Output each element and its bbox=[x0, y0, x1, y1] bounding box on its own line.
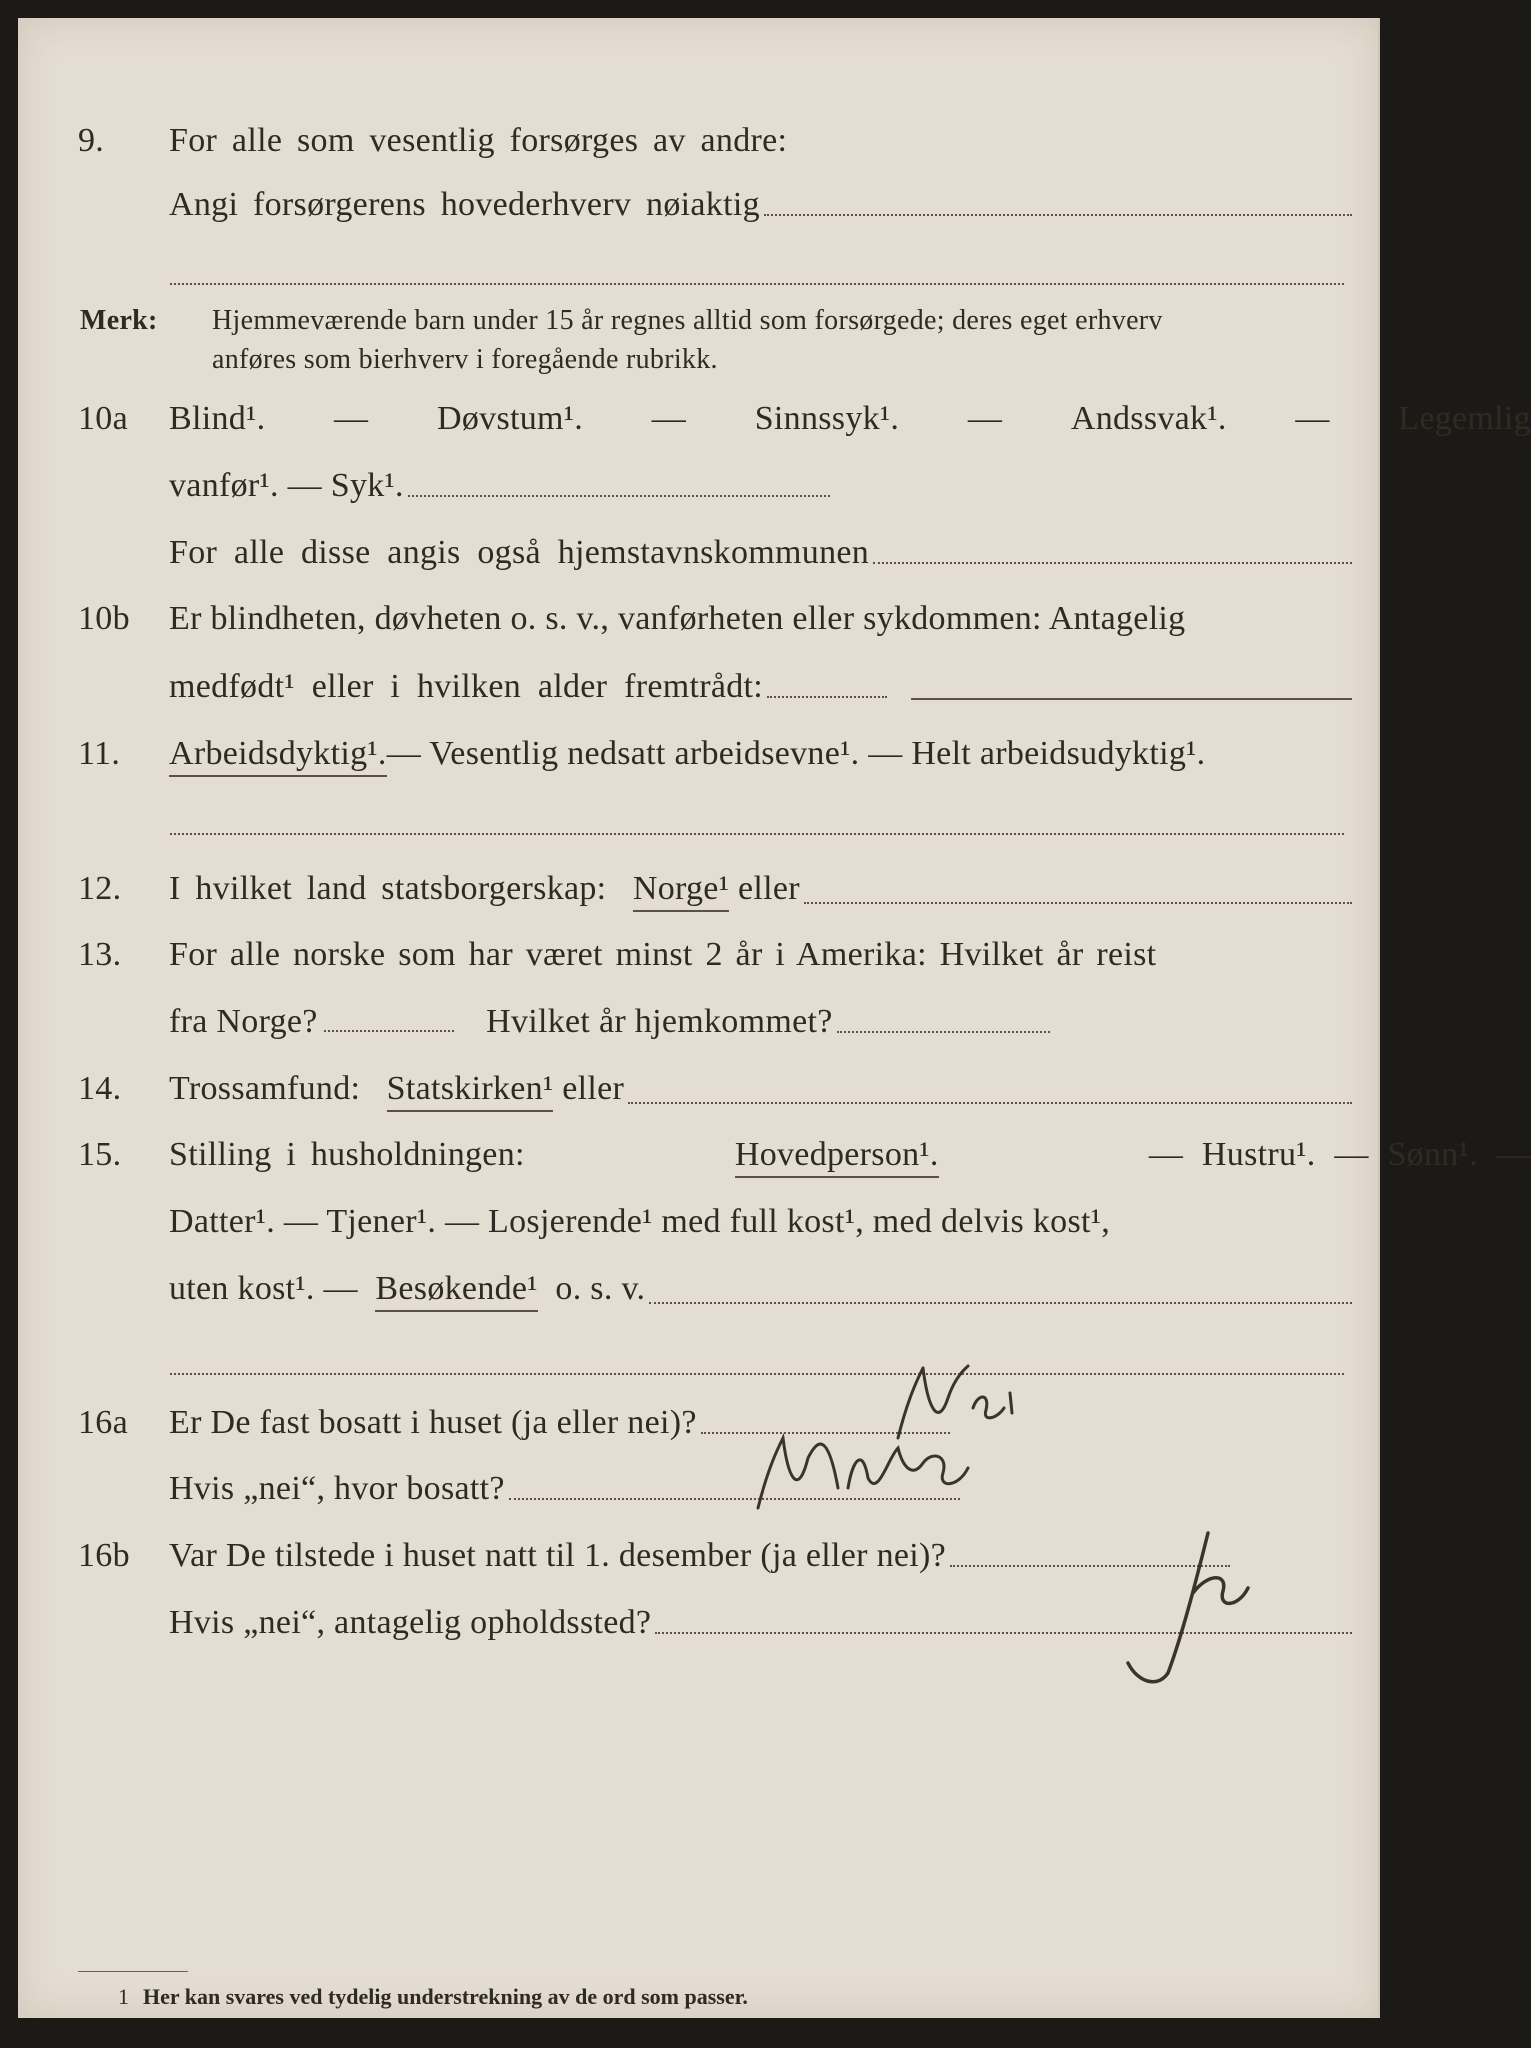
q12-answer-field[interactable] bbox=[804, 902, 1352, 904]
q9-question: Angi forsørgerens hovederhverv nøiaktig bbox=[169, 186, 760, 223]
footnote bbox=[118, 1984, 748, 2010]
q11-answer-field[interactable] bbox=[170, 833, 1344, 835]
q10b-answer-line[interactable] bbox=[911, 698, 1352, 700]
q10a-options bbox=[169, 400, 1531, 438]
q16b-question-1: Var De tilstede i huset natt til 1. desember (ja eller nei)? bbox=[169, 1537, 947, 1574]
q15-option-besokende[interactable]: Besøkende¹ bbox=[375, 1270, 537, 1312]
q15-osv: o. s. v. bbox=[555, 1270, 646, 1307]
q10b-number: 10b bbox=[78, 600, 130, 637]
q10b-answer-field[interactable] bbox=[767, 696, 887, 698]
q11-number: 11. bbox=[78, 735, 121, 772]
q9-answer-field[interactable] bbox=[764, 214, 1352, 216]
q16b-answer-field-1[interactable] bbox=[950, 1565, 1230, 1567]
q10b-text-1: Er blindheten, døvheten o. s. v., vanførheten eller sykdommen: Antagelig bbox=[169, 600, 1186, 637]
q16a-question-1: Er De fast bosatt i huset (ja eller nei)? bbox=[169, 1404, 697, 1441]
q10a-separator: — bbox=[651, 400, 687, 437]
q16b-answer-field-2[interactable] bbox=[655, 1632, 1352, 1634]
q9-text: For alle som vesentlig forsørges av andre: bbox=[169, 122, 788, 159]
q12-question: I hvilket land statsborgerskap: bbox=[169, 870, 607, 907]
q15-answer-field[interactable] bbox=[649, 1302, 1352, 1304]
q10a-separator: — bbox=[1295, 400, 1330, 437]
merk-label: Merk: bbox=[80, 305, 158, 336]
footnote-mark: 1 bbox=[118, 1984, 129, 2009]
q13-text-1: For alle norske som har været minst 2 år i Amerika: Hvilket år reist bbox=[169, 936, 1157, 973]
footnote-rule bbox=[78, 1971, 188, 1972]
q16a-number: 16a bbox=[78, 1404, 128, 1441]
q13-reist-field[interactable] bbox=[324, 1030, 454, 1032]
q13-number: 13. bbox=[78, 936, 122, 973]
q9-answer-field-2[interactable] bbox=[170, 283, 1344, 285]
q11-option-arbeidsdyktig[interactable]: Arbeidsdyktig¹. bbox=[169, 735, 387, 777]
q10a-separator: — bbox=[334, 400, 369, 437]
q12-number: 12. bbox=[78, 870, 122, 907]
q12-option-norge[interactable]: Norge¹ bbox=[633, 870, 729, 912]
q10a-option[interactable]: Blind¹. bbox=[169, 400, 266, 437]
q16b-number: 16b bbox=[78, 1537, 130, 1574]
q15-question: Stilling i husholdningen: bbox=[169, 1136, 525, 1173]
q14-option-statskirken[interactable]: Statskirken¹ bbox=[387, 1070, 554, 1112]
q10a-option[interactable]: Sinnssyk¹. bbox=[754, 400, 900, 437]
q14-question: Trossamfund: bbox=[169, 1070, 361, 1107]
footnote-text: Her kan svares ved tydelig understrekning av de ord som passer. bbox=[143, 1984, 748, 2009]
q10a-number: 10a bbox=[78, 400, 128, 437]
q13-hjemkommet-field[interactable] bbox=[837, 1031, 1050, 1033]
q12-eller: eller bbox=[738, 870, 800, 907]
census-form-page bbox=[18, 18, 1531, 2018]
q10b-text-2: medfødt¹ eller i hvilken alder fremtrådt: bbox=[169, 668, 764, 705]
q15-option-hovedperson[interactable]: Hovedperson¹. bbox=[735, 1136, 939, 1178]
q10a-separator: — bbox=[967, 400, 1003, 437]
q11-other-options[interactable]: — Vesentlig nedsatt arbeidsevne¹. — Helt arbeidsudyktig¹. bbox=[386, 735, 1206, 772]
q10a-answer-field[interactable] bbox=[408, 495, 830, 497]
q13-reist-label: fra Norge? bbox=[169, 1003, 318, 1040]
q14-number: 14. bbox=[78, 1070, 122, 1107]
q16a-question-2: Hvis „nei“, hvor bosatt? bbox=[169, 1470, 505, 1507]
q15-number: 15. bbox=[78, 1136, 122, 1173]
q15-options-2[interactable]: Datter¹. — Tjener¹. — Losjerende¹ med full kost¹, med delvis kost¹, bbox=[169, 1203, 1111, 1240]
q15-options-3[interactable]: uten kost¹. — bbox=[169, 1270, 358, 1307]
q13-hjemkommet-label: Hvilket år hjemkommet? bbox=[486, 1003, 833, 1040]
q16b-question-2: Hvis „nei“, antagelig opholdssted? bbox=[169, 1604, 652, 1641]
q10a-text-2: vanfør¹. — Syk¹. bbox=[169, 467, 404, 504]
merk-text-2: anføres som bierhverv i foregående rubrikk. bbox=[212, 344, 718, 375]
q15-answer-field-2[interactable] bbox=[170, 1373, 1344, 1375]
q15-options-1[interactable]: — Hustru¹. — Sønn¹. — bbox=[1148, 1136, 1531, 1173]
q16a-answer-field-2[interactable] bbox=[509, 1498, 960, 1500]
q10a-option[interactable]: Legemlig bbox=[1398, 400, 1531, 437]
q10a-option[interactable]: Andssvak¹. bbox=[1070, 400, 1227, 437]
q14-answer-field[interactable] bbox=[628, 1102, 1352, 1104]
q14-eller: eller bbox=[562, 1070, 625, 1107]
q9-number: 9. bbox=[78, 122, 105, 159]
q10a-text-3: For alle disse angis også hjemstavnskommunen bbox=[169, 534, 870, 571]
q16a-answer-field-1[interactable] bbox=[701, 1432, 950, 1434]
q10a-hjemstavn-field[interactable] bbox=[873, 562, 1352, 564]
q10a-option[interactable]: Døvstum¹. bbox=[437, 400, 584, 437]
merk-text-1: Hjemmeværende barn under 15 år regnes alltid som forsørgede; deres eget erhverv bbox=[212, 305, 1163, 336]
